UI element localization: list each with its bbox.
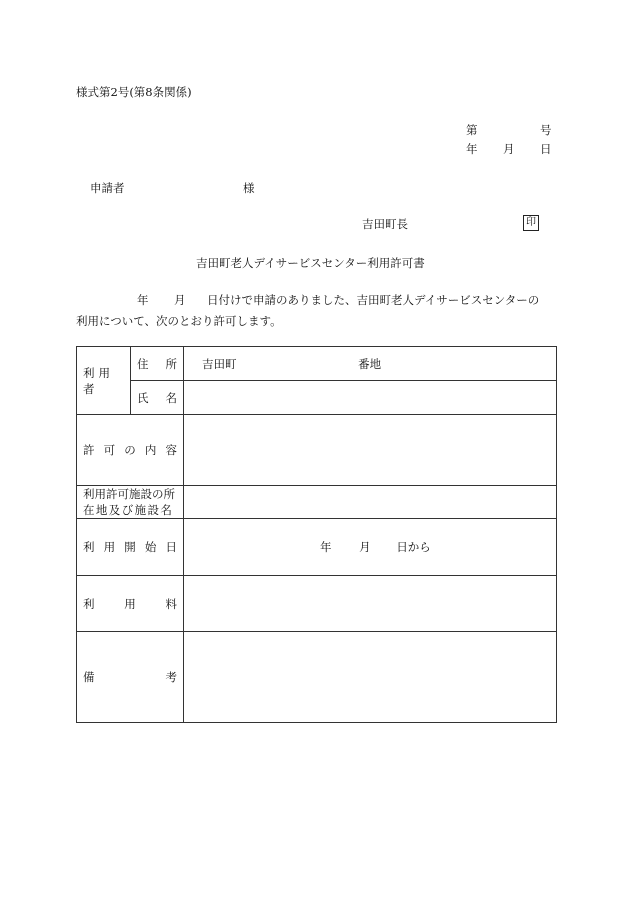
- row-address: [77, 347, 557, 381]
- date-year: 年: [466, 142, 478, 156]
- address-label-cell: [131, 347, 184, 381]
- remarks-label: 備 考: [83, 670, 177, 684]
- row-name: [77, 381, 557, 415]
- row-permit-content: [77, 415, 557, 486]
- start-label: 利 用 開 始 日: [83, 540, 177, 554]
- address-label-text: 住: [137, 356, 149, 371]
- applicant-label: 申請者: [90, 181, 125, 195]
- intro-year: 年: [137, 293, 149, 307]
- facility-label-line2: 在地及び施設名: [83, 503, 174, 517]
- row-fee: [77, 576, 557, 632]
- date-day: 日: [540, 142, 552, 156]
- address-label: 住 所: [137, 356, 177, 371]
- row-start-date: [77, 519, 557, 576]
- user-label-cell: [77, 347, 131, 415]
- fee-label-cell: [77, 576, 184, 632]
- remarks-label-cell: [77, 632, 184, 723]
- name-label: 氏 名: [137, 390, 177, 405]
- permit-content-label-cell: [77, 415, 184, 486]
- doc-number-go: 号: [540, 123, 552, 137]
- start-year: 年: [320, 540, 332, 554]
- name-label-cell: [131, 381, 184, 415]
- remarks-value-cell[interactable]: [184, 632, 557, 723]
- name-value-cell[interactable]: [184, 381, 557, 415]
- form-number: 様式第2号(第8条関係): [76, 85, 192, 99]
- address-banchi: 番地: [358, 356, 382, 371]
- doc-number-dai: 第: [466, 123, 478, 137]
- facility-label-line1: 利用許可施設の所: [83, 487, 175, 501]
- permit-content-label: 許 可 の 内 容: [83, 443, 177, 457]
- facility-label-cell: [77, 486, 184, 519]
- permit-table: [76, 346, 557, 723]
- facility-value-cell[interactable]: [184, 486, 557, 519]
- start-value-cell[interactable]: [184, 519, 557, 576]
- issuer-name: 吉田町長: [362, 217, 408, 231]
- user-label: 利用者: [83, 365, 114, 396]
- address-town: 吉田町: [202, 356, 237, 371]
- row-facility: [77, 486, 557, 519]
- date-month: 月: [503, 142, 515, 156]
- start-label-cell: [77, 519, 184, 576]
- fee-label: 利 用 料: [83, 596, 177, 611]
- permit-content-value-cell[interactable]: [184, 415, 557, 486]
- fee-value-cell[interactable]: [184, 576, 557, 632]
- seal-mark: 印: [523, 215, 539, 231]
- row-remarks: [77, 632, 557, 723]
- address-value-cell[interactable]: [184, 347, 557, 381]
- applicant-sama: 様: [243, 181, 255, 195]
- document-title: 吉田町老人デイサービスセンター利用許可書: [196, 256, 425, 270]
- intro-text-line2: 利用について、次のとおり許可します。: [76, 314, 282, 328]
- start-day: 日から: [396, 540, 431, 554]
- intro-month: 月: [174, 293, 186, 307]
- start-month: 月: [359, 540, 371, 554]
- intro-text: 日付けで申請のありました、吉田町老人デイサービスセンターの: [207, 293, 540, 307]
